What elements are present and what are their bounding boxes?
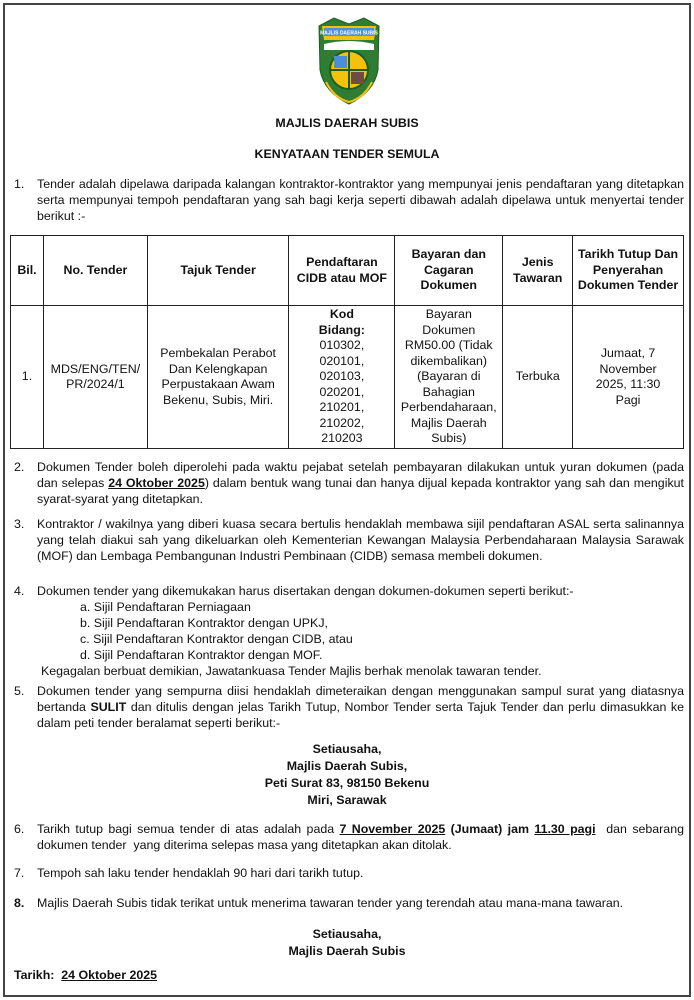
item-number: 3. bbox=[14, 517, 25, 531]
tender-table bbox=[10, 235, 684, 449]
paragraph-2 bbox=[14, 459, 684, 507]
text: Dokumen tender yang sempurna diisi hendaklah dimeteraikan dengan menggunakan sampul surat yang diatasnya bertanda bbox=[37, 684, 684, 714]
item-number: 2. bbox=[14, 460, 25, 474]
cell-tajuk: Pembekalan Perabot Dan Kelengkapan Perpustakaan Awam Bekenu, Subis, Miri. bbox=[147, 306, 289, 449]
paragraph-text: Dokumen tender yang dikemukakan harus disertakan dengan dokumen-dokumen seperti berikut:- bbox=[37, 584, 574, 598]
cell-no-tender: MDS/ENG/TEN/ PR/2024/1 bbox=[43, 306, 147, 449]
date-line bbox=[14, 968, 157, 982]
paragraph-text bbox=[37, 821, 688, 853]
text: dan sebarang dokumen tender yang diterima selepas masa yang ditetapkan akan ditolak. bbox=[37, 822, 688, 852]
page-title: MAJLIS DAERAH SUBIS bbox=[275, 116, 419, 130]
paragraph-text bbox=[37, 459, 684, 507]
list-item: a. Sijil Pendaftaran Perniagaan bbox=[80, 600, 251, 614]
cell-tarikh: Jumaat, 7 November 2025, 11:30 Pagi bbox=[573, 306, 684, 449]
header-pendaftaran: Pendaftaran CIDB atau MOF bbox=[289, 236, 395, 306]
header-jenis: Jenis Tawaran bbox=[503, 236, 573, 306]
note-text: Kegagalan berbuat demikian, Jawatankuasa Tender Majlis berhak menolak tawaran tender. bbox=[41, 664, 542, 678]
cell-bil: 1. bbox=[11, 306, 44, 449]
table-row bbox=[11, 306, 684, 449]
date-value: 24 Oktober 2025 bbox=[61, 968, 158, 982]
closing-date: 7 November 2025 bbox=[339, 822, 446, 836]
paragraph-7 bbox=[14, 865, 684, 881]
item-number: 1. bbox=[14, 177, 25, 191]
sulit-text: SULIT bbox=[90, 700, 127, 714]
signature-line: Majlis Daerah Subis bbox=[288, 944, 406, 958]
council-logo bbox=[314, 12, 384, 106]
text: Tarikh tutup bagi semua tender di atas adalah pada bbox=[37, 822, 340, 836]
paragraph-5 bbox=[14, 683, 684, 731]
address-line: Peti Surat 83, 98150 Bekenu bbox=[264, 776, 430, 790]
table-header-row bbox=[11, 236, 684, 306]
paragraph-3 bbox=[14, 516, 684, 564]
paragraph-8 bbox=[14, 895, 684, 911]
header-tajuk: Tajuk Tender bbox=[147, 236, 289, 306]
cell-bayaran: Bayaran Dokumen RM50.00 (Tidak dikembalikan) (Bayaran di Bahagian Perbendaharaan, Majlis Daerah Subis) bbox=[395, 306, 503, 449]
page-subtitle: KENYATAAN TENDER SEMULA bbox=[254, 147, 440, 161]
document-date: 24 Oktober 2025 bbox=[108, 476, 205, 490]
svg-text:MAJLIS DAERAH SUBIS: MAJLIS DAERAH SUBIS bbox=[320, 30, 378, 37]
paragraph-text: Tender adalah dipelawa daripada kalangan kontraktor-kontraktor yang mempunyai jenis pendaftaran yang ditetapkan serta mempunyai tempoh pendaftaran yang sah bagi kerja seperti dibawah adalah dipelawa untuk menyertai tender berikut :- bbox=[37, 177, 684, 223]
header-no-tender: No. Tender bbox=[43, 236, 147, 306]
item-number: 8. bbox=[14, 896, 25, 910]
text: dan ditulis dengan jelas Tarikh Tutup, Nombor Tender serta Tajuk Tender dan perlu dimasukkan ke dalam peti tender beralamat seperti berikut:- bbox=[37, 700, 685, 730]
signature-line: Setiausaha, bbox=[312, 927, 382, 941]
address-line: Majlis Daerah Subis, bbox=[286, 759, 408, 773]
address-line: Miri, Sarawak bbox=[307, 793, 387, 807]
paragraph-1 bbox=[14, 176, 684, 224]
cell-jenis: Terbuka bbox=[503, 306, 573, 449]
list-item: d. Sijil Pendaftaran Kontraktor dengan MOF. bbox=[80, 648, 323, 662]
list-item: b. Sijil Pendaftaran Kontraktor dengan UPKJ, bbox=[80, 616, 328, 630]
list-item: c. Sijil Pendaftaran Kontraktor dengan CIDB, atau bbox=[80, 632, 353, 646]
cell-pendaftaran bbox=[289, 306, 395, 449]
text: Dokumen Tender boleh diperolehi pada waktu pejabat setelah pembayaran dilakukan untuk yuran dokumen (pada dan selepas bbox=[37, 460, 684, 490]
item-number: 7. bbox=[14, 866, 25, 880]
kod-list: 010302, 020101, 020103, 020201, 210201, 210202, 210203 bbox=[319, 338, 365, 446]
paragraph-4 bbox=[14, 583, 684, 679]
paragraph-text: Tempoh sah laku tender hendaklah 90 hari dari tarikh tutup. bbox=[37, 866, 364, 880]
address-block bbox=[0, 741, 694, 809]
item-number: 6. bbox=[14, 822, 25, 836]
item-number: 4. bbox=[14, 584, 25, 598]
closing-time: 11.30 pagi bbox=[534, 822, 596, 836]
item-number: 5. bbox=[14, 684, 25, 698]
header-tarikh: Tarikh Tutup Dan Penyerahan Dokumen Tender bbox=[573, 236, 684, 306]
paragraph-text bbox=[37, 683, 684, 731]
address-line: Setiausaha, bbox=[312, 742, 382, 756]
header-bayaran: Bayaran dan Cagaran Dokumen bbox=[395, 236, 503, 306]
header-bil: Bil. bbox=[11, 236, 44, 306]
closing-day: (Jumaat) jam bbox=[445, 822, 535, 836]
paragraph-6 bbox=[14, 821, 688, 853]
date-label: Tarikh: bbox=[14, 968, 55, 982]
paragraph-text: Kontraktor / wakilnya yang diberi kuasa secara bertulis hendaklah membawa sijil pendaftaran ASAL serta salinannya yang telah diakui sah yang dikeluarkan oleh Kementerian Kewangan Malaysia Perbendaharaan Malaysia Sarawak (MOF) dan Lembaga Pembangunan Industri Pembinaan (CIDB) semasa membeli dokumen. bbox=[37, 517, 684, 563]
text: ) dalam bentuk wang tunai dan hanya dijual kepada kontraktor yang sah dan mengikut syarat-syarat yang ditetapkan. bbox=[37, 476, 684, 506]
kod-label: Kod Bidang: bbox=[318, 307, 365, 337]
paragraph-text: Majlis Daerah Subis tidak terikat untuk menerima tawaran tender yang terendah atau mana-mana tawaran. bbox=[37, 896, 624, 910]
signature-block bbox=[0, 926, 694, 960]
